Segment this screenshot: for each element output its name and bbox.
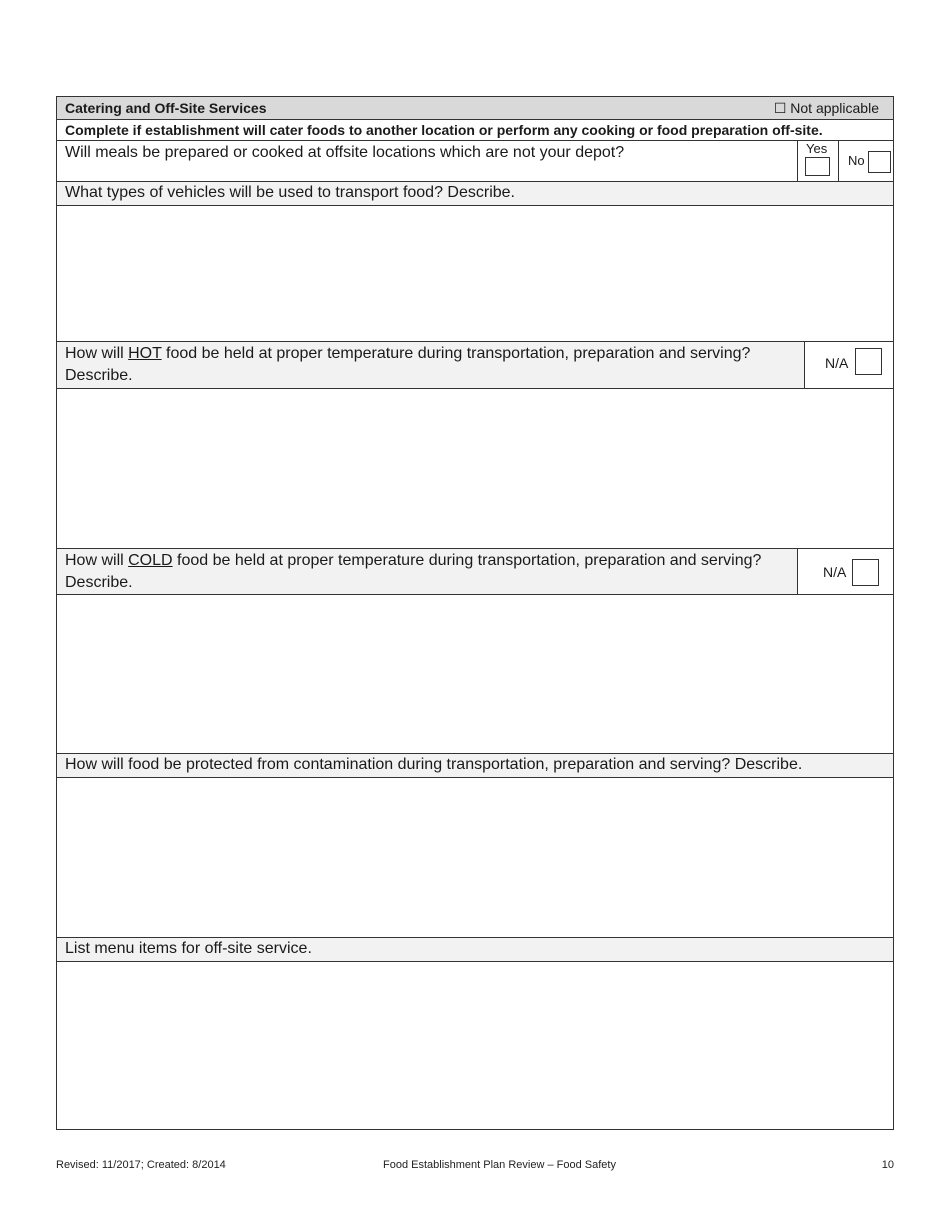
- question-hot-food-emph: HOT: [128, 345, 162, 362]
- question-contamination: [57, 754, 893, 778]
- divider: [838, 141, 839, 181]
- question-contamination-text: How will food be protected from contamination during transportation, preparation and serving? Describe.: [65, 756, 803, 773]
- question-cold-food: [57, 549, 893, 595]
- answer-cold-food-area[interactable]: [57, 595, 893, 754]
- cold-na-checkbox[interactable]: [852, 559, 879, 586]
- hot-na-checkbox[interactable]: [855, 348, 882, 375]
- page-number: 10: [881, 1159, 894, 1171]
- question-vehicles: [57, 182, 893, 206]
- no-checkbox[interactable]: [868, 151, 891, 173]
- question-offsite-prep-text: Will meals be prepared or cooked at offsite locations which are not your depot?: [65, 144, 625, 161]
- answer-contamination-area[interactable]: [57, 778, 893, 938]
- yes-label: Yes: [806, 141, 828, 156]
- answer-menu-items-area[interactable]: [57, 962, 893, 1129]
- question-hot-food: [57, 342, 893, 389]
- instruction-text: Complete if establishment will cater foods to another location or perform any cooking or food preparation off-site.: [65, 122, 823, 138]
- question-menu-items-text: List menu items for off-site service.: [65, 940, 312, 957]
- hot-na-label: N/A: [825, 355, 849, 371]
- question-hot-food-text: [65, 343, 765, 387]
- divider: [797, 549, 798, 594]
- divider: [797, 141, 798, 181]
- question-offsite-prep: [57, 141, 893, 182]
- section-title: Catering and Off-Site Services: [65, 100, 267, 116]
- yes-checkbox[interactable]: [805, 157, 830, 176]
- question-hot-food-post: food be held at proper temperature during transportation, preparation and serving? Describe.: [65, 345, 751, 384]
- question-cold-food-pre: How will: [65, 552, 129, 569]
- question-menu-items: [57, 938, 893, 962]
- question-hot-food-pre: How will: [65, 345, 129, 362]
- not-applicable-option[interactable]: [774, 98, 879, 119]
- footer-title: Food Establishment Plan Review – Food Safety: [383, 1159, 616, 1171]
- not-applicable-label: Not applicable: [790, 100, 879, 116]
- question-cold-food-text: [65, 550, 785, 594]
- catering-form: [56, 96, 894, 1130]
- answer-hot-food-area[interactable]: [57, 389, 893, 549]
- answer-vehicles-area[interactable]: [57, 206, 893, 342]
- not-applicable-checkbox[interactable]: ☐: [773, 100, 787, 116]
- question-vehicles-text: What types of vehicles will be used to transport food? Describe.: [65, 184, 515, 201]
- no-label: No: [848, 153, 865, 168]
- instruction-row: [57, 120, 893, 141]
- section-header: [57, 97, 893, 120]
- footer-revised: Revised: 11/2017; Created: 8/2014: [56, 1159, 226, 1171]
- divider: [804, 342, 805, 388]
- question-cold-food-emph: COLD: [128, 552, 173, 569]
- question-cold-food-post: food be held at proper temperature during transportation, preparation and serving? Describe.: [65, 552, 762, 591]
- cold-na-label: N/A: [823, 564, 847, 580]
